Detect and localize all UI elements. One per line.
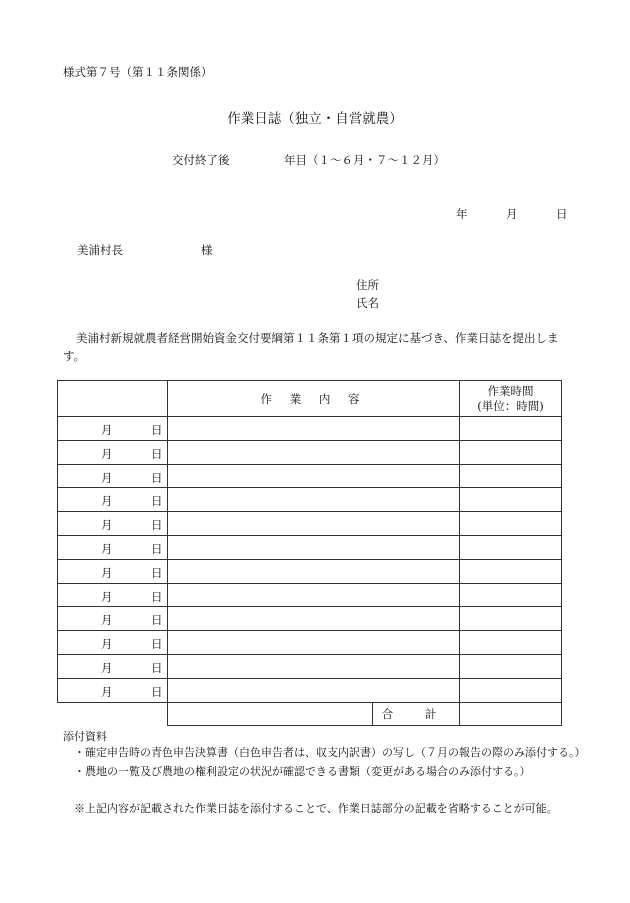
subtitle-period-range: 年目（１～６月・７～１２月） — [284, 153, 445, 167]
month-label: 月 — [101, 565, 113, 580]
total-label: 合 計 — [372, 703, 459, 725]
work-hours-cell[interactable] — [460, 512, 562, 536]
work-hours-cell[interactable] — [460, 440, 562, 464]
month-label: 月 — [101, 684, 113, 699]
date-cell[interactable] — [58, 583, 168, 607]
day-label: 日 — [151, 613, 163, 628]
attachment-item-2: ・農地の一覧及び農地の権利設定の状況が確認できる書類（変更がある場合のみ添付する。） — [74, 765, 531, 778]
table-row — [58, 559, 562, 583]
table-row — [58, 678, 562, 702]
day-label: 日 — [151, 660, 163, 675]
work-hours-cell[interactable] — [460, 583, 562, 607]
work-hours-cell[interactable] — [460, 678, 562, 702]
name-field-label[interactable]: 氏名 — [356, 296, 379, 310]
form-number: 様式第７号（第１１条関係） — [63, 65, 213, 79]
work-hours-cell[interactable] — [460, 654, 562, 678]
work-hours-cell[interactable] — [460, 417, 562, 441]
header-hours-title: 作業時間 — [487, 383, 534, 398]
day-label: 日 — [151, 565, 163, 580]
footnote: ※上記内容が記載された作業日誌を添付することで、作業日誌部分の記載を省略することが可能。 — [74, 802, 558, 815]
attachment-item-1: ・確定申告時の青色申告決算書（白色申告者は、収支内訳書）の写し（７月の報告の際のみ添付する。） — [74, 746, 586, 759]
date-cell[interactable] — [58, 678, 168, 702]
work-hours-cell[interactable] — [460, 535, 562, 559]
date-cell[interactable] — [58, 559, 168, 583]
work-content-cell[interactable] — [168, 464, 460, 488]
date-cell[interactable] — [58, 440, 168, 464]
work-content-cell[interactable] — [168, 535, 460, 559]
date-cell[interactable] — [58, 464, 168, 488]
addressee-honorific: 様 — [201, 243, 213, 257]
table-row — [58, 654, 562, 678]
attachments-title: 添付資料 — [63, 730, 107, 743]
date-year-field[interactable]: 年 — [456, 207, 468, 221]
total-value-cell[interactable] — [460, 702, 562, 725]
table-row — [58, 512, 562, 536]
header-work-content: 作 業 内 容 — [168, 381, 460, 417]
address-field-label[interactable]: 住所 — [356, 278, 379, 292]
month-label: 月 — [101, 470, 113, 485]
date-cell[interactable] — [58, 417, 168, 441]
work-content-cell[interactable] — [168, 654, 460, 678]
page-title: 作業日誌（独立・自営就農） — [227, 111, 403, 127]
table-row — [58, 535, 562, 559]
day-label: 日 — [151, 589, 163, 604]
day-label: 日 — [151, 470, 163, 485]
total-blank — [168, 703, 372, 725]
date-cell[interactable] — [58, 607, 168, 631]
month-label: 月 — [101, 637, 113, 652]
work-content-cell[interactable] — [168, 631, 460, 655]
table-row — [58, 488, 562, 512]
work-content-cell[interactable] — [168, 583, 460, 607]
work-diary-table — [57, 380, 562, 726]
work-hours-cell[interactable] — [460, 464, 562, 488]
date-cell[interactable] — [58, 535, 168, 559]
work-content-cell[interactable] — [168, 559, 460, 583]
date-day-field[interactable]: 日 — [556, 207, 568, 221]
table-row — [58, 583, 562, 607]
date-month-field[interactable]: 月 — [506, 207, 518, 221]
work-content-cell[interactable] — [168, 488, 460, 512]
work-content-cell[interactable] — [168, 512, 460, 536]
date-cell[interactable] — [58, 512, 168, 536]
work-content-cell[interactable] — [168, 417, 460, 441]
subtitle-period-label: 交付終了後 — [172, 153, 230, 167]
day-label: 日 — [151, 637, 163, 652]
header-work-hours — [460, 381, 562, 417]
table-row — [58, 607, 562, 631]
work-hours-cell[interactable] — [460, 631, 562, 655]
month-label: 月 — [101, 446, 113, 461]
table-row — [58, 440, 562, 464]
total-row — [58, 702, 562, 725]
table-header-row — [58, 381, 562, 417]
day-label: 日 — [151, 494, 163, 509]
total-label-cell — [168, 702, 460, 725]
date-cell[interactable] — [58, 654, 168, 678]
month-label: 月 — [101, 613, 113, 628]
day-label: 日 — [151, 518, 163, 533]
work-content-cell[interactable] — [168, 607, 460, 631]
day-label: 日 — [151, 446, 163, 461]
date-cell[interactable] — [58, 631, 168, 655]
work-hours-cell[interactable] — [460, 559, 562, 583]
month-label: 月 — [101, 494, 113, 509]
addressee-name: 美浦村長 — [77, 243, 123, 257]
day-label: 日 — [151, 423, 163, 437]
month-label: 月 — [101, 589, 113, 604]
table-row — [58, 631, 562, 655]
month-label: 月 — [101, 423, 113, 437]
month-label: 月 — [101, 518, 113, 533]
day-label: 日 — [151, 541, 163, 556]
body-text: 美浦村新規就農者経営開始資金交付要綱第１１条第１項の規定に基づき、作業日誌を提出します。 — [63, 331, 559, 363]
work-content-cell[interactable] — [168, 678, 460, 702]
date-cell[interactable] — [58, 488, 168, 512]
total-spacer — [58, 702, 168, 725]
header-hours-unit: (単位：時間) — [477, 398, 544, 413]
table-row — [58, 417, 562, 441]
work-content-cell[interactable] — [168, 440, 460, 464]
table-row — [58, 464, 562, 488]
month-label: 月 — [101, 660, 113, 675]
month-label: 月 — [101, 541, 113, 556]
header-date-cell — [58, 381, 168, 417]
day-label: 日 — [151, 684, 163, 699]
work-hours-cell[interactable] — [460, 488, 562, 512]
work-hours-cell[interactable] — [460, 607, 562, 631]
